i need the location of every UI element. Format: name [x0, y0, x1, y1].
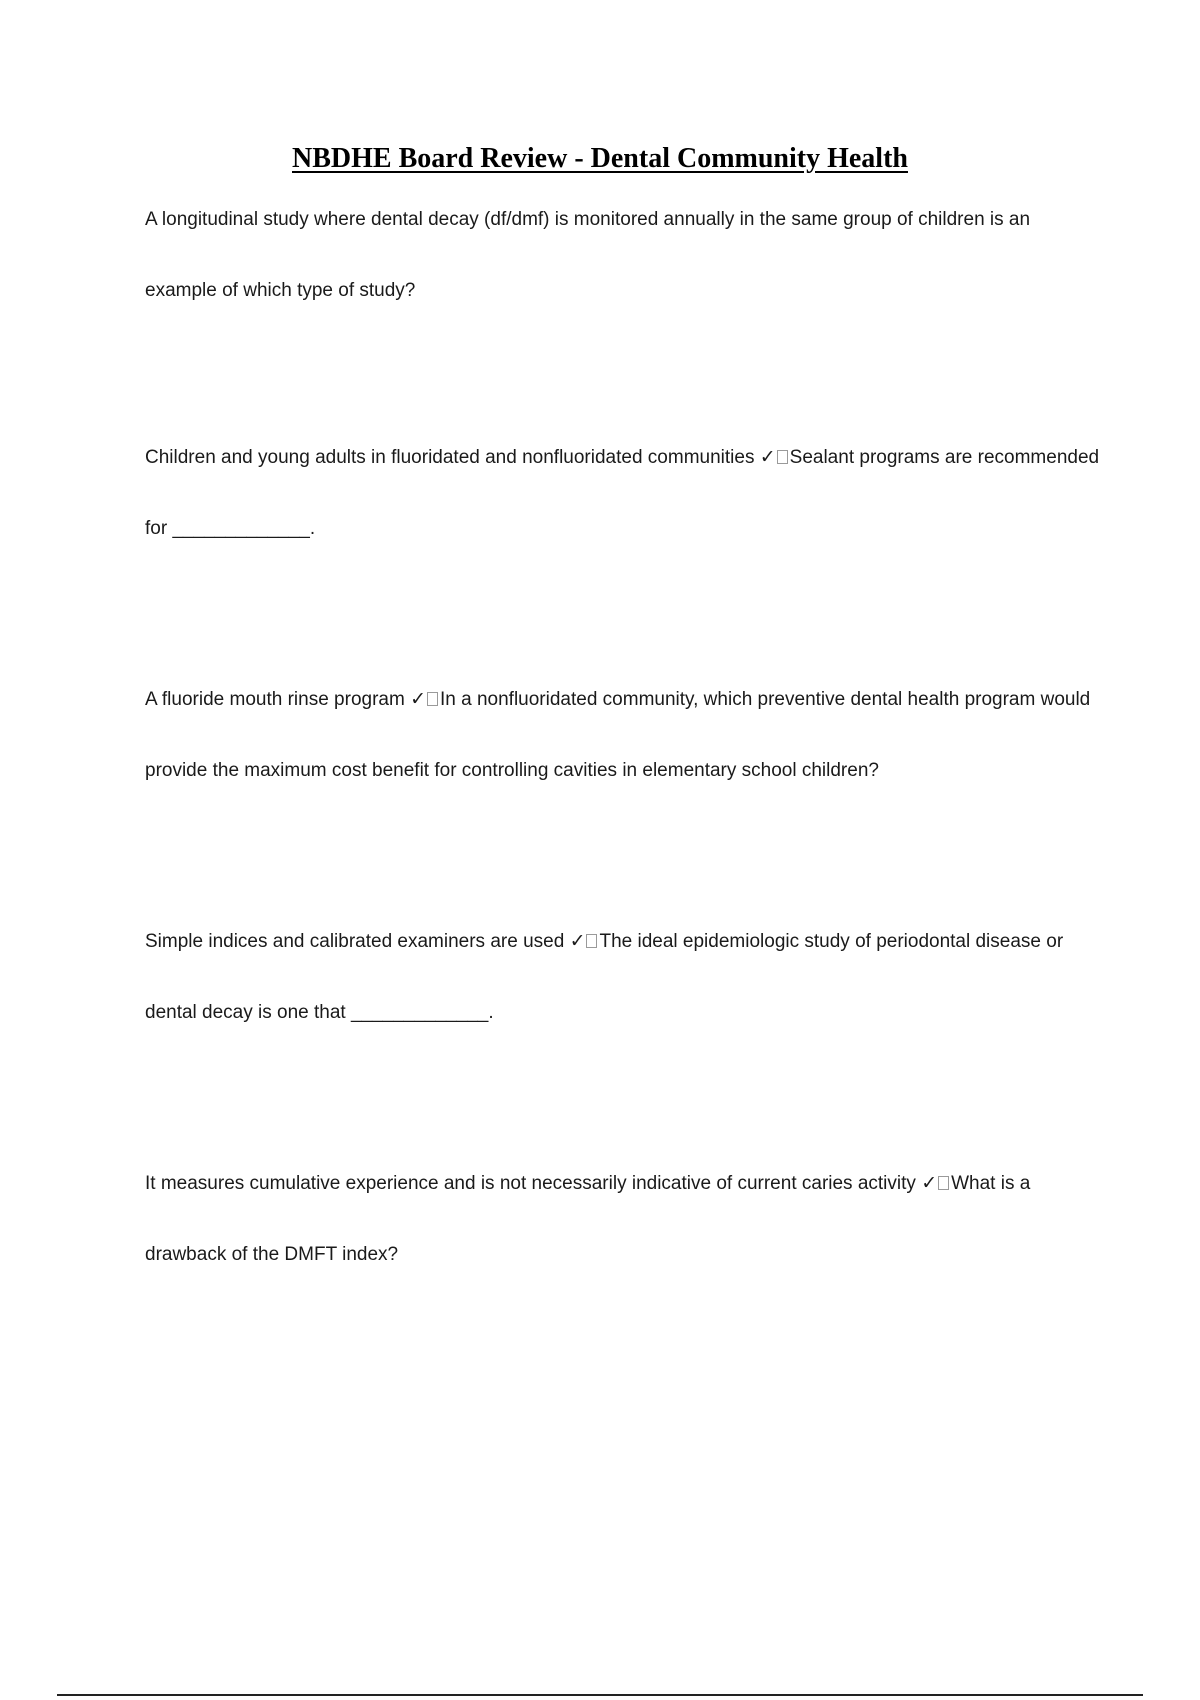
check-mark-icon: ✓: [921, 1172, 938, 1194]
qa-item-4: [145, 906, 1105, 1048]
answer-text: It measures cumulative experience and is not necessarily indicative of current caries activity: [145, 1173, 916, 1194]
qa-item-1: [145, 184, 1105, 326]
answer-text: Simple indices and calibrated examiners are used: [145, 931, 565, 952]
checkbox-glyph-icon: [938, 1176, 949, 1190]
check-mark-icon: ✓: [759, 446, 776, 468]
document-title: NBDHE Board Review - Dental Community Health: [292, 143, 908, 174]
qa-text: [145, 184, 1105, 326]
qa-item-5: [145, 1148, 1105, 1290]
qa-text: [145, 906, 1105, 1048]
checkbox-glyph-icon: [427, 692, 438, 706]
qa-text: [145, 664, 1105, 806]
check-mark-icon: ✓: [569, 930, 586, 952]
answer-text: Children and young adults in fluoridated and nonfluoridated communities: [145, 447, 755, 468]
question-text: A longitudinal study where dental decay (df/dmf) is monitored annually in the same group of children is an example of which type of study?: [145, 209, 1036, 301]
question-text: Sealant programs are recommended for _____________.: [145, 447, 1105, 539]
footer-divider: [57, 1694, 1143, 1696]
question-text: The ideal epidemiologic study of periodontal disease or dental decay is one that _____________.: [145, 931, 1069, 1023]
checkbox-glyph-icon: [586, 934, 597, 948]
answer-text: A fluoride mouth rinse program: [145, 689, 405, 710]
check-mark-icon: ✓: [410, 688, 426, 710]
qa-text: [145, 1148, 1105, 1290]
qa-text: [145, 422, 1105, 564]
qa-item-3: [145, 664, 1105, 806]
checkbox-glyph-icon: [777, 450, 788, 464]
question-text: What is a drawback of the DMFT index?: [145, 1173, 1036, 1265]
question-text: In a nonfluoridated community, which preventive dental health program would provide the maximum cost benefit for controlling cavities in elementary school children?: [145, 689, 1096, 781]
qa-item-2: [145, 422, 1105, 564]
